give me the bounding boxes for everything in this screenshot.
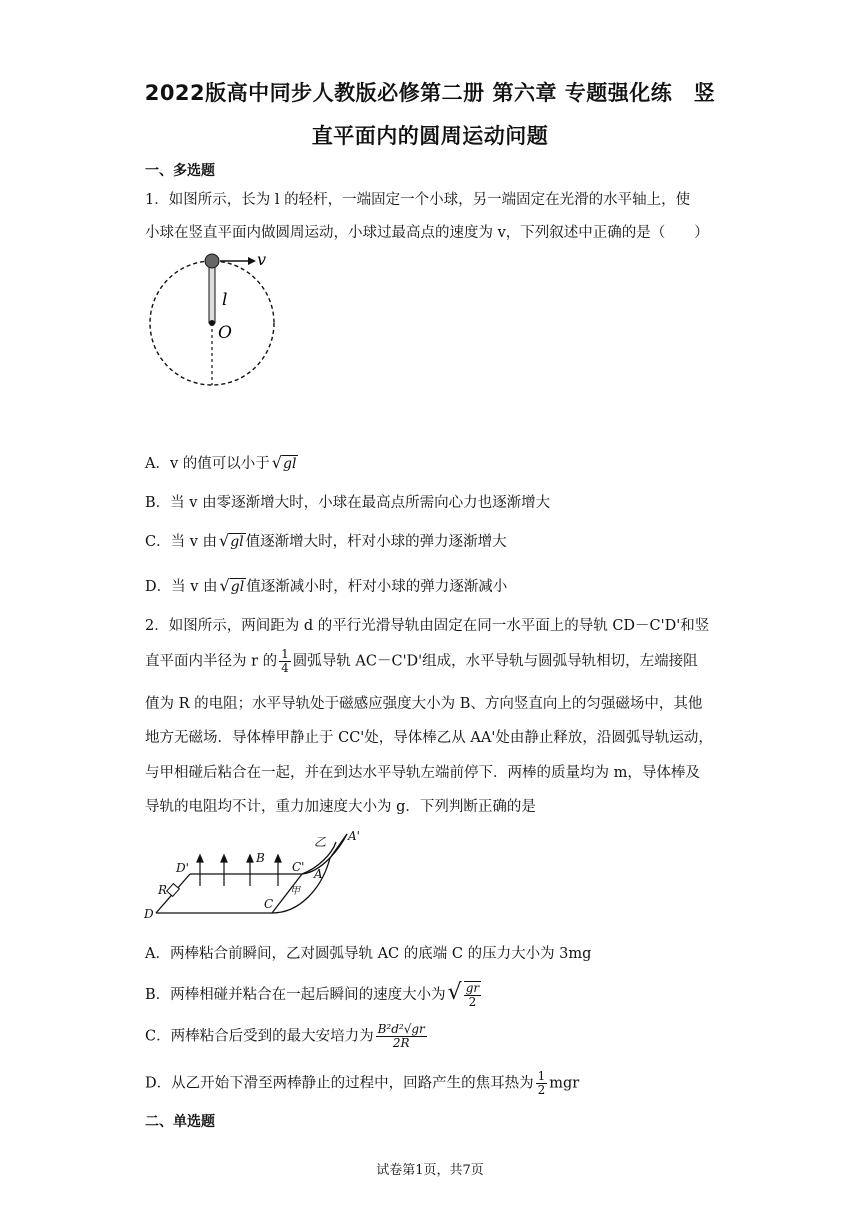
q1-option-d-post: 值逐渐减小时，杆对小球的弹力逐渐减小 <box>246 579 508 595</box>
label-l: l <box>222 290 228 310</box>
field-arrowhead <box>221 855 227 862</box>
q2-text-line1: 2．如图所示，两间距为 d 的平行光滑导轨由固定在同一水平面上的导轨 CD－C'D'和竖 <box>145 618 710 634</box>
q2-option-a: A．两棒粘合前瞬间，乙对圆弧导轨 AC 的底端 C 的压力大小为 3mg <box>145 946 592 962</box>
q2-option-d-text: D．从乙开始下滑至两棒静止的过程中，回路产生的焦耳热为 <box>145 1075 534 1092</box>
q2-text-line2-post: 圆弧导轨 AC－C'D'组成，水平导轨与圆弧导轨相切，左端接阻 <box>292 653 698 670</box>
q2-option-c <box>145 1023 429 1050</box>
sqrt-radicand: gl <box>282 456 297 472</box>
q1-option-a-text: A．v 的值可以小于 <box>145 456 270 472</box>
resistor <box>167 884 180 897</box>
sqrt-gl: √gl <box>271 453 297 472</box>
sqrt-gl: √gl <box>219 576 245 595</box>
label-yi: 乙 <box>314 835 327 849</box>
q1-option-d-pre: D．当 v 由 <box>145 579 218 595</box>
label-d: D <box>144 907 154 920</box>
q1-option-c-pre: C．当 v 由 <box>145 534 218 550</box>
q1-option-a <box>145 452 298 473</box>
q1-text-line1: 1．如图所示，长为 l 的轻杆，一端固定一个小球，另一端固定在光滑的水平轴上，使 <box>145 192 691 208</box>
q2-text-line2 <box>145 648 698 675</box>
pivot-point <box>209 320 215 326</box>
fraction-quarter: $\frac{1}{4}$ <box>281 647 289 675</box>
q2-rail-figure <box>142 828 382 920</box>
field-arrowhead <box>275 855 281 862</box>
page-title-line2: 直平面内的圆周运动问题 <box>311 124 549 148</box>
section-heading-multi: 一、多选题 <box>145 163 215 179</box>
label-v: v <box>257 250 267 269</box>
label-d-prime: D' <box>176 861 189 875</box>
label-r: R <box>158 883 168 897</box>
sqrt-radicand: gl <box>230 534 244 550</box>
q1-option-b: B．当 v 由零逐渐增大时，小球在最高点所需向心力也逐渐增大 <box>145 495 551 511</box>
q1-text-line2: 小球在竖直平面内做圆周运动，小球过最高点的速度为 v，下列叙述中正确的是（ ） <box>145 225 709 241</box>
sqrt-radicand: gl <box>230 579 245 595</box>
q2-text-line6: 导轨的电阻均不计，重力加速度大小为 g．下列判断正确的是 <box>145 799 536 815</box>
q1-option-d <box>145 575 507 596</box>
sqrt-gl: √gl <box>219 531 244 550</box>
label-c: C <box>264 897 274 911</box>
q2-text-line2-pre: 直平面内半径为 r 的 <box>145 653 278 670</box>
label-o: O <box>218 323 232 343</box>
q2-text-line3: 值为 R 的电阻；水平导轨处于磁感应强度大小为 B、方向竖直向上的匀强磁场中，其他 <box>145 696 703 712</box>
q1-option-c-post: 值逐渐增大时，杆对小球的弹力逐渐增大 <box>245 534 507 550</box>
ball <box>205 254 219 268</box>
rod-yi <box>330 834 347 858</box>
label-jia: 甲 <box>290 886 300 897</box>
q2-option-d-post: mgr <box>549 1075 580 1092</box>
q2-option-c-text: C．两棒粘合后受到的最大安培力为 <box>145 1028 374 1045</box>
field-arrowhead <box>197 855 203 862</box>
q2-option-d <box>145 1070 579 1097</box>
page-footer: 试卷第1页，共7页 <box>376 1163 484 1178</box>
label-c-prime: C' <box>292 860 305 874</box>
fraction-half: $\frac{1}{2}$ <box>537 1069 546 1097</box>
fraction-force: $\frac{\text{B²d²√gr}}{2R}$ <box>377 1022 425 1050</box>
section-heading-single: 二、单选题 <box>145 1114 215 1130</box>
velocity-arrowhead <box>248 257 256 265</box>
q1-option-c <box>145 530 507 551</box>
q2-text-line5: 与甲相碰后粘合在一起，并在到达水平导轨左端前停下．两棒的质量均为 m，导体棒及 <box>145 765 700 781</box>
page-title-line1: 2022版高中同步人教版必修第二册 第六章 专题强化练 竖 <box>144 81 716 105</box>
field-arrowhead <box>247 855 253 862</box>
q2-text-line4: 地方无磁场．导体棒甲静止于 CC'处，导体棒乙从 AA'处由静止释放，沿圆弧导轨运动， <box>145 730 713 746</box>
q2-option-b <box>145 980 483 1009</box>
label-b: B <box>256 851 265 865</box>
sqrt-fraction: √ $\frac{gr}{2}$ <box>447 980 480 1009</box>
label-a-prime: A' <box>348 829 360 843</box>
label-a: A <box>314 867 323 881</box>
q1-circle-figure <box>140 245 290 390</box>
light-rod <box>209 267 215 323</box>
q2-option-b-text: B．两棒相碰并粘合在一起后瞬间的速度大小为 <box>145 987 446 1003</box>
